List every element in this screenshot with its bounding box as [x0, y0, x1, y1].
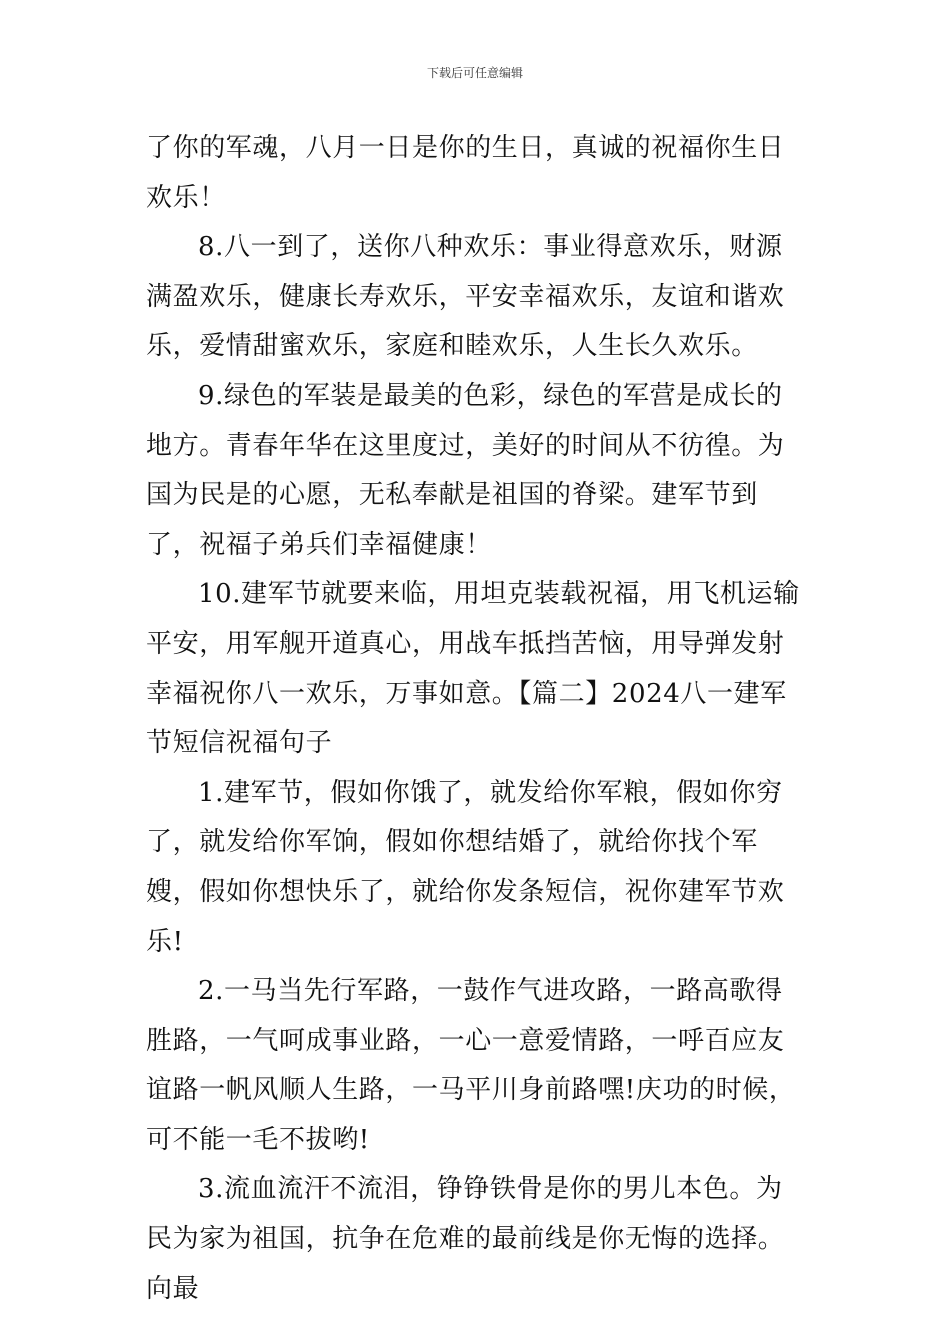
paragraph-item-10: 10.建军节就要来临，用坦克装载祝福，用飞机运输平安，用军舰开道真心，用战车抵挡苦恼，用导弹发射幸福祝你八一欢乐，万事如意。【篇二】2024八一建军节短信祝福句子 [146, 579, 800, 759]
paragraph-item-3: 3.流血流汗不流泪，铮铮铁骨是你的男儿本色。为民为家为祖国，抗争在危难的最前线是你无悔的选择。向最 [146, 1174, 785, 1304]
paragraph-item-9: 9.绿色的军装是最美的色彩，绿色的军营是成长的地方。青春年华在这里度过，美好的时间从不彷徨。为国为民是的心愿，无私奉献是祖国的脊梁。建军节到了，祝福子弟兵们幸福健康！ [146, 380, 785, 560]
paragraph-item-2: 2.一马当先行军路，一鼓作气进攻路，一路高歌得胜路，一气呵成事业路，一心一意爱情路，一呼百应友谊路一帆风顺人生路，一马平川身前路嘿!庆功的时候，可不能一毛不拔哟! [146, 976, 796, 1155]
paragraph-item-1: 1.建军节，假如你饿了，就发给你军粮，假如你穷了，就发给你军饷，假如你想结婚了，就给你找个军嫂，假如你想快乐了，就给你发条短信，祝你建军节欢乐! [146, 777, 785, 957]
paragraph-item-8: 8.八一到了，送你八种欢乐：事业得意欢乐，财源满盈欢乐，健康长寿欢乐，平安幸福欢乐，友谊和谐欢乐，爱情甜蜜欢乐，家庭和睦欢乐，人生长久欢乐。 [146, 232, 785, 362]
paragraph-continuation: 了你的军魂，八月一日是你的生日，真诚的祝福你生日欢乐！ [146, 133, 785, 213]
document-body [146, 124, 808, 1314]
page-header: 下载后可任意编辑 [426, 66, 523, 80]
